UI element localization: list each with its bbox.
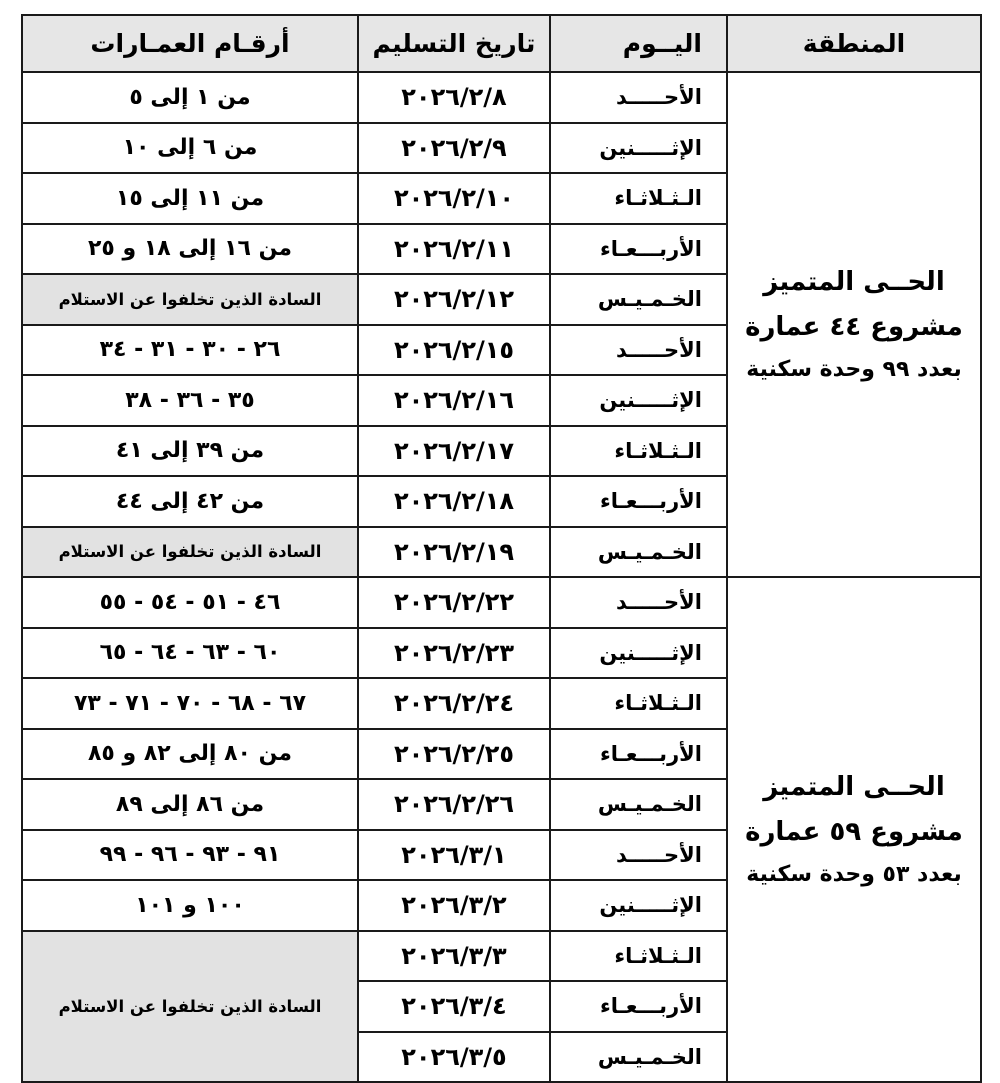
region-1-line-3: بعدد ٩٩ وحدة سكنية [746, 356, 962, 382]
date-cell: ٢٠٢٦/٢/٢٢ [358, 577, 550, 628]
day-cell: الأحـــــد [550, 830, 727, 881]
date-cell: ٢٠٢٦/٣/٤ [358, 981, 550, 1032]
date-cell: ٢٠٢٦/٢/٢٤ [358, 678, 550, 729]
date-cell: ٢٠٢٦/٣/٢ [358, 880, 550, 931]
date-cell: ٢٠٢٦/٣/١ [358, 830, 550, 881]
table-row [22, 577, 981, 628]
header-date: تاريخ التسليم [358, 15, 550, 72]
buildings-cell: ٦٠ - ٦٣ - ٦٤ - ٦٥ [22, 628, 358, 679]
absent-note-cell: السادة الذين تخلفوا عن الاستلام [22, 274, 358, 325]
day-cell: الأربـــعـاء [550, 476, 727, 527]
absent-note-cell: السادة الذين تخلفوا عن الاستلام [22, 527, 358, 578]
day-cell: الإثـــــنين [550, 375, 727, 426]
buildings-cell: من ١ إلى ٥ [22, 72, 358, 123]
date-cell: ٢٠٢٦/٣/٥ [358, 1032, 550, 1083]
date-cell: ٢٠٢٦/٢/١٧ [358, 426, 550, 477]
date-cell: ٢٠٢٦/٢/٨ [358, 72, 550, 123]
date-cell: ٢٠٢٦/٢/١١ [358, 224, 550, 275]
date-cell: ٢٠٢٦/٢/٩ [358, 123, 550, 174]
buildings-cell: ٤٦ - ٥١ - ٥٤ - ٥٥ [22, 577, 358, 628]
date-cell: ٢٠٢٦/٢/٢٣ [358, 628, 550, 679]
region-cell-1 [727, 72, 981, 577]
buildings-cell: من ١٦ إلى ١٨ و ٢٥ [22, 224, 358, 275]
day-cell: الأحـــــد [550, 577, 727, 628]
date-cell: ٢٠٢٦/٢/١٥ [358, 325, 550, 376]
day-cell: الإثـــــنين [550, 628, 727, 679]
day-cell: الخـمـيـس [550, 1032, 727, 1083]
day-cell: الخـمـيـس [550, 779, 727, 830]
region-2-line-2: مشروع ٥٩ عمارة [745, 817, 963, 848]
day-cell: الـثـلاثـاء [550, 173, 727, 224]
date-cell: ٢٠٢٦/٢/١٢ [358, 274, 550, 325]
day-cell: الإثـــــنين [550, 880, 727, 931]
day-cell: الأربـــعـاء [550, 729, 727, 780]
buildings-cell: من ٦ إلى ١٠ [22, 123, 358, 174]
buildings-cell: ٣٥ - ٣٦ - ٣٨ [22, 375, 358, 426]
buildings-cell: من ٨٠ إلى ٨٢ و ٨٥ [22, 729, 358, 780]
day-cell: الـثـلاثـاء [550, 931, 727, 982]
absent-note-cell: السادة الذين تخلفوا عن الاستلام [22, 931, 358, 1083]
region-1-line-1: الحــى المتميز [763, 266, 945, 297]
date-cell: ٢٠٢٦/٢/٢٥ [358, 729, 550, 780]
date-cell: ٢٠٢٦/٢/١٦ [358, 375, 550, 426]
day-cell: الخـمـيـس [550, 274, 727, 325]
day-cell: الأربـــعـاء [550, 224, 727, 275]
buildings-cell: من ٨٦ إلى ٨٩ [22, 779, 358, 830]
header-day: اليــوم [550, 15, 727, 72]
date-cell: ٢٠٢٦/٣/٣ [358, 931, 550, 982]
date-cell: ٢٠٢٦/٢/١٩ [358, 527, 550, 578]
day-cell: الأحـــــد [550, 72, 727, 123]
buildings-cell: ١٠٠ و ١٠١ [22, 880, 358, 931]
header-row [22, 15, 981, 72]
delivery-schedule-table [21, 14, 982, 1083]
date-cell: ٢٠٢٦/٢/١٨ [358, 476, 550, 527]
buildings-cell: ٢٦ - ٣٠ - ٣١ - ٣٤ [22, 325, 358, 376]
date-cell: ٢٠٢٦/٢/٢٦ [358, 779, 550, 830]
day-cell: الـثـلاثـاء [550, 426, 727, 477]
table-row [22, 72, 981, 123]
region-cell-2 [727, 577, 981, 1082]
buildings-cell: من ١١ إلى ١٥ [22, 173, 358, 224]
buildings-cell: من ٤٢ إلى ٤٤ [22, 476, 358, 527]
region-2-line-1: الحــى المتميز [763, 771, 945, 802]
region-1-line-2: مشروع ٤٤ عمارة [745, 312, 963, 343]
day-cell: الخـمـيـس [550, 527, 727, 578]
header-region: المنطقة [727, 15, 981, 72]
day-cell: الإثـــــنين [550, 123, 727, 174]
buildings-cell: ٦٧ - ٦٨ - ٧٠ - ٧١ - ٧٣ [22, 678, 358, 729]
buildings-cell: ٩١ - ٩٣ - ٩٦ - ٩٩ [22, 830, 358, 881]
region-2-line-3: بعدد ٥٣ وحدة سكنية [746, 861, 962, 887]
day-cell: الـثـلاثـاء [550, 678, 727, 729]
buildings-cell: من ٣٩ إلى ٤١ [22, 426, 358, 477]
date-cell: ٢٠٢٦/٢/١٠ [358, 173, 550, 224]
header-buildings: أرقـام العمـارات [22, 15, 358, 72]
day-cell: الأربـــعـاء [550, 981, 727, 1032]
day-cell: الأحـــــد [550, 325, 727, 376]
